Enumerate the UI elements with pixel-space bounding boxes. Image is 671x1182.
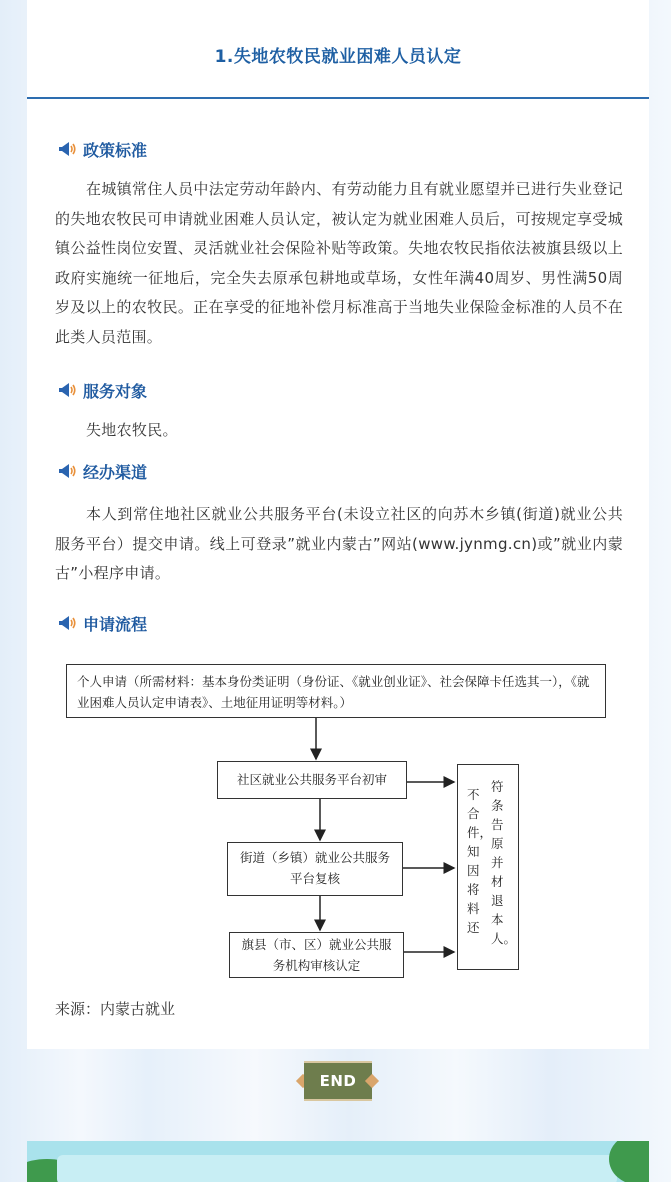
megaphone-icon bbox=[57, 614, 77, 632]
channel-paragraph: 本人到常住地社区就业公共服务平台(未设立社区的向苏木乡镇(街道)就业公共服务平台）提交申请。线上可登录”就业内蒙古”网站(www.jynmg.cn)或”就业内蒙古”小程序申请。 bbox=[55, 505, 623, 582]
section-title: 申请流程 bbox=[83, 614, 148, 634]
section-title: 服务对象 bbox=[83, 381, 148, 401]
section-heading-target bbox=[57, 378, 147, 402]
reject-text-col-right: 符条告原并材退本人。 bbox=[491, 779, 517, 946]
target-paragraph: 失地农牧民。 bbox=[86, 421, 178, 439]
bottom-banner bbox=[27, 1141, 649, 1182]
flow-step-county-approve: 旗县（市、区）就业公共服务机构审核认定 bbox=[229, 932, 404, 978]
megaphone-icon bbox=[57, 462, 77, 480]
reject-text-col-left: 不合件，知因将料还 bbox=[467, 787, 493, 935]
flow-step-community-review: 社区就业公共服务平台初审 bbox=[217, 761, 407, 799]
end-badge bbox=[300, 1061, 382, 1103]
flow-reject-box bbox=[457, 764, 519, 970]
policy-paragraph: 在城镇常住人员中法定劳动年龄内、有劳动能力且有就业愿望并已进行失业登记的失地农牧民可申请就业困难人员认定，被认定为就业困难人员后，可按规定享受城镇公益性岗位安置、灵活就业社会保险补贴等政策。失地农牧民指依法被旗县级以上政府实施统一征地后，完全失去原承包耕地或草场，女性年满40周岁、男性满50周岁及以上的农牧民。正在享受的征地补偿月标准高于当地失业保险金标准的人员不在此类人员范围。 bbox=[55, 180, 623, 346]
flow-step-apply: 个人申请（所需材料：基本身份类证明（身份证、《就业创业证》、社会保障卡任选其一），《就业困难人员认定申请表》、土地征用证明等材料。） bbox=[66, 664, 606, 718]
section-heading-policy bbox=[57, 137, 147, 161]
section-heading-process bbox=[57, 611, 147, 635]
banner-decoration bbox=[27, 1141, 649, 1182]
source-line: 来源：内蒙古就业 bbox=[55, 1000, 176, 1018]
section-title: 政策标准 bbox=[83, 140, 148, 160]
page-title: 1.失地农牧民就业困难人员认定 bbox=[214, 47, 462, 67]
title-divider bbox=[27, 97, 649, 99]
megaphone-icon bbox=[57, 381, 77, 399]
end-label: END bbox=[304, 1061, 372, 1101]
section-title: 经办渠道 bbox=[83, 462, 148, 482]
flow-step-street-recheck: 街道（乡镇）就业公共服务平台复核 bbox=[227, 842, 403, 896]
megaphone-icon bbox=[57, 140, 77, 158]
article-card bbox=[27, 0, 649, 1049]
section-heading-channel bbox=[57, 459, 147, 483]
process-flowchart bbox=[66, 664, 611, 978]
